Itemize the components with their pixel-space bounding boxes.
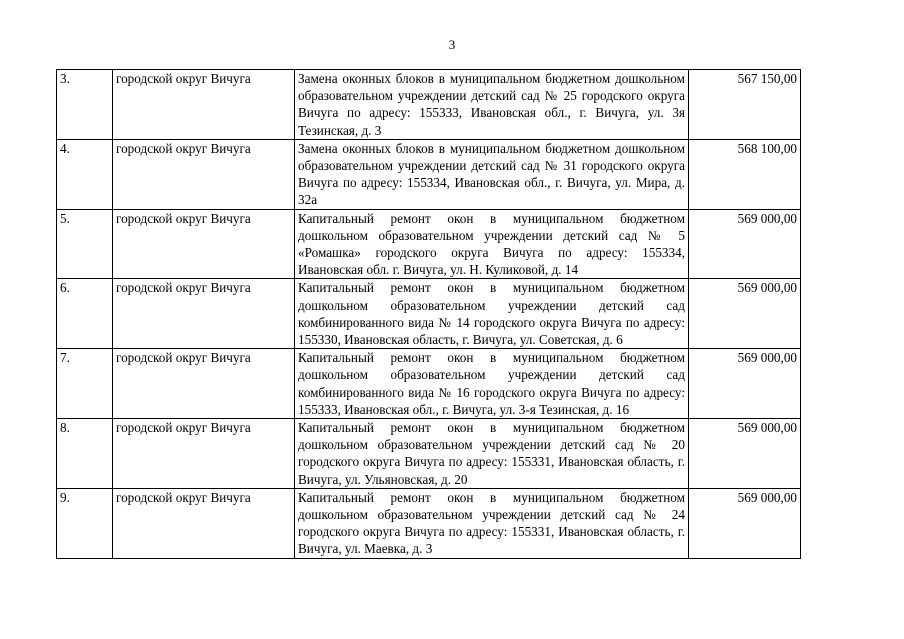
municipality-cell: городской округ Вичуга: [113, 419, 295, 489]
page-number: 3: [448, 37, 456, 52]
municipality-cell: городской округ Вичуга: [113, 349, 295, 419]
row-number: 3.: [57, 70, 113, 140]
municipality-cell: городской округ Вичуга: [113, 488, 295, 558]
description-cell: Капитальный ремонт окон в муниципальном бюджетном дошкольном образовательном учреждении детский сад № 5 «Ромашка» городского округа Вичуга по адресу: 155334, Ивановская обл. г. Вичуга, ул. Н. Куликовой, д. 14: [295, 209, 689, 279]
row-number: 6.: [57, 279, 113, 349]
row-number: 4.: [57, 139, 113, 209]
description-cell: Капитальный ремонт окон в муниципальном бюджетном дошкольном образовательном учреждении детский сад комбинированного вида № 16 городского округа Вичуга по адресу: 155333, Ивановская обл., г. Вичуга, ул. 3-я Тезинская, д. 16: [295, 349, 689, 419]
municipality-cell: городской округ Вичуга: [113, 139, 295, 209]
description-cell: Замена оконных блоков в муниципальном бюджетном дошкольном образовательном учреждении детский сад № 25 городского округа Вичуга по адресу: 155333, Ивановская обл., г. Вичуга, ул. 3я Тезинская, д. 3: [295, 70, 689, 140]
municipality-cell: городской округ Вичуга: [113, 209, 295, 279]
table-row: [57, 349, 801, 419]
municipality-cell: городской округ Вичуга: [113, 279, 295, 349]
amount-cell: 569 000,00: [689, 488, 801, 558]
amount-cell: 567 150,00: [689, 70, 801, 140]
description-cell: Капитальный ремонт окон в муниципальном бюджетном дошкольном образовательном учреждении детский сад № 24 городского округа Вичуга по адресу: 155331, Ивановская область, г. Вичуга, ул. Маевка, д. 3: [295, 488, 689, 558]
table-row: [57, 139, 801, 209]
table-row: [57, 419, 801, 489]
description-cell: Замена оконных блоков в муниципальном бюджетном дошкольном образовательном учреждении детский сад № 31 городского округа Вичуга по адресу: 155334, Ивановская обл., г. Вичуга, ул. Мира, д. 32а: [295, 139, 689, 209]
municipality-cell: городской округ Вичуга: [113, 70, 295, 140]
table-row: [57, 70, 801, 140]
amount-cell: 568 100,00: [689, 139, 801, 209]
table-row: [57, 488, 801, 558]
row-number: 7.: [57, 349, 113, 419]
table-row: [57, 209, 801, 279]
amount-cell: 569 000,00: [689, 349, 801, 419]
row-number: 9.: [57, 488, 113, 558]
amount-cell: 569 000,00: [689, 209, 801, 279]
objects-table: [56, 69, 801, 559]
row-number: 8.: [57, 419, 113, 489]
description-cell: Капитальный ремонт окон в муниципальном бюджетном дошкольном образовательном учреждении детский сад № 20 городского округа Вичуга по адресу: 155331, Ивановская область, г. Вичуга, ул. Ульяновская, д. 20: [295, 419, 689, 489]
row-number: 5.: [57, 209, 113, 279]
amount-cell: 569 000,00: [689, 279, 801, 349]
description-cell: Капитальный ремонт окон в муниципальном бюджетном дошкольном образовательном учреждении детский сад комбинированного вида № 14 городского округа Вичуга по адресу: 155330, Ивановская область, г. Вичуга, ул. Советская, д. 6: [295, 279, 689, 349]
table-row: [57, 279, 801, 349]
amount-cell: 569 000,00: [689, 419, 801, 489]
